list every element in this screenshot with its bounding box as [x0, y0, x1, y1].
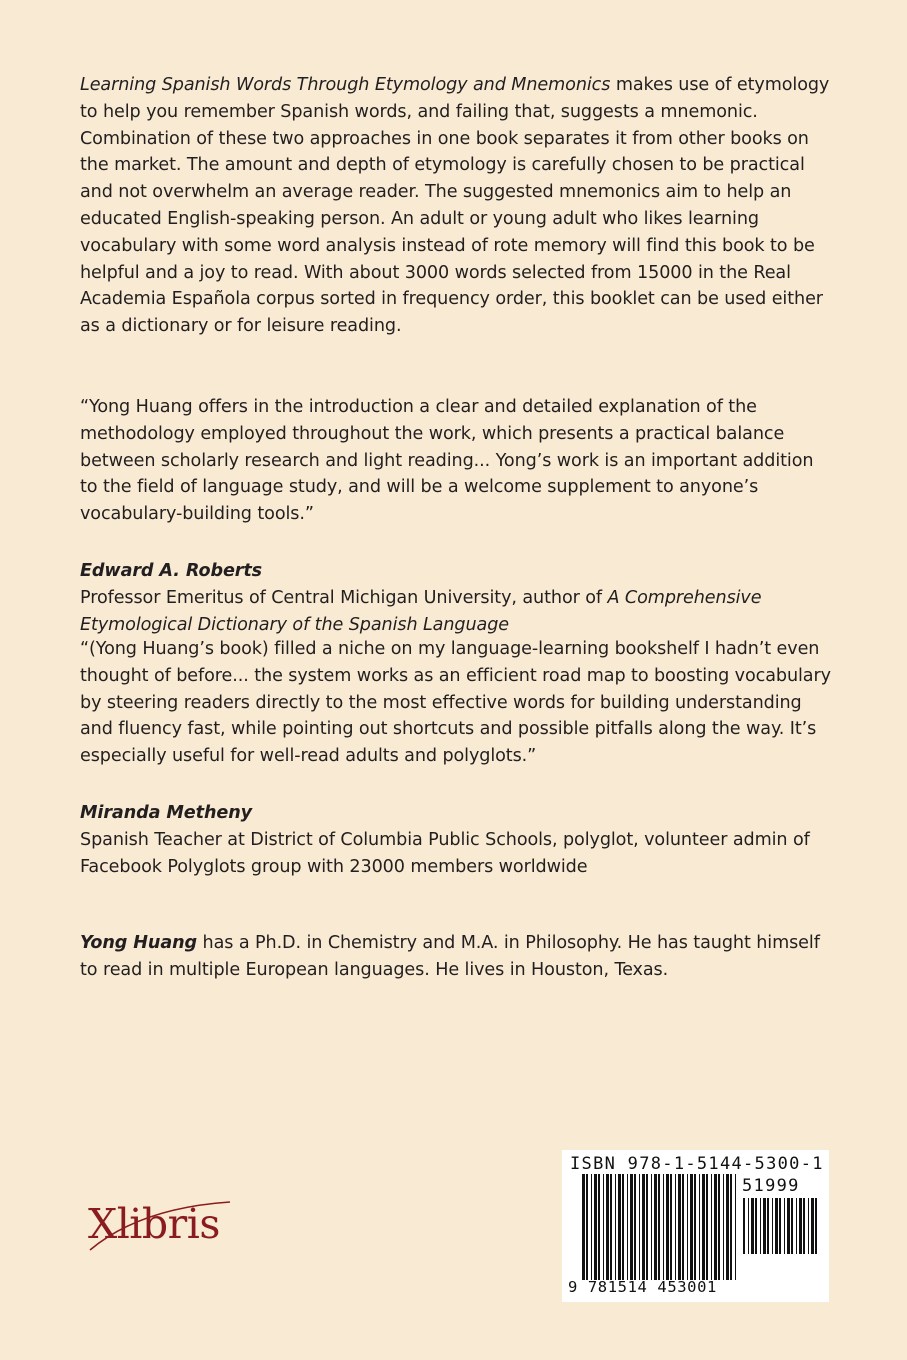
review-roberts: [80, 394, 832, 638]
barcode-bar: [586, 1174, 588, 1280]
barcode-bar: [670, 1174, 672, 1280]
barcode-bar: [687, 1174, 688, 1280]
barcode-bar: [767, 1198, 769, 1254]
addon-barcode-bars: [743, 1198, 821, 1254]
barcode-bar: [796, 1198, 797, 1254]
barcode-bar: [690, 1174, 693, 1280]
barcode-bar: [594, 1174, 597, 1280]
description-text: makes use of etymology to help you remember Spanish words, and failing that, suggests a mnemonic. Combination of these two approaches in one book separates it from other books on the market. The amount and depth of etymology is carefully chosen to be practical and not overwhelm an average reader. The suggested mnemonics aim to help an educated English-speaking person. An adult or young adult who likes learning vocabulary with some word analysis instead of rote memory will find this book to be helpful and a joy to read. With about 3000 words selected from 15000 in the Real Academia Española corpus sorted in frequency order, this booklet can be used either as a dictionary or for leisure reading.: [80, 75, 830, 337]
barcode-bar: [630, 1174, 633, 1280]
isbn-label: ISBN 978-1-5144-5300-1: [570, 1154, 824, 1174]
barcode-bar: [615, 1174, 616, 1280]
barcode-bar: [743, 1198, 745, 1254]
barcode-bar: [751, 1198, 754, 1254]
barcode-bar: [726, 1174, 729, 1280]
barcode-bar: [618, 1174, 621, 1280]
barcode-bars: [582, 1174, 738, 1280]
barcode-bar: [642, 1174, 645, 1280]
review-author-affiliation: Professor Emeritus of Central Michigan University, author of A Comprehensive Etymological Dictionary of the Spanish Language: [80, 587, 762, 635]
barcode-bar: [718, 1174, 720, 1280]
cited-work-title: A Comprehensive Etymological Dictionary of the Spanish Language: [80, 587, 762, 635]
barcode-bar: [675, 1174, 676, 1280]
barcode-bar: [791, 1198, 793, 1254]
barcode-digits: 9 781514 453001: [568, 1278, 717, 1296]
barcode-bar: [748, 1198, 749, 1254]
barcode-bar: [808, 1198, 809, 1254]
barcode-bar: [658, 1174, 660, 1280]
barcode-bar: [634, 1174, 636, 1280]
barcode-bar: [582, 1174, 585, 1280]
barcode-bar: [784, 1198, 785, 1254]
barcode-bar: [639, 1174, 640, 1280]
barcode-bar: [799, 1198, 802, 1254]
review-quote: “Yong Huang offers in the introduction a clear and detailed explanation of the methodology employed throughout the work, which presents a practical balance between scholarly research and light reading... Yong’s work is an important addition to the field of language study, and will be a welcome supplement to anyone’s vocabulary-building tools.”: [80, 397, 814, 525]
review-quote: “(Yong Huang’s book) filled a niche on my language-learning bookshelf I hadn’t even thought of before... the system works as an efficient road map to boosting vocabulary by steering readers directly to the most effective words for building understanding and fluency fast, while pointing out shortcuts and possible pitfalls along the way. It’s especially useful for well-read adults and polyglots.”: [80, 639, 831, 767]
barcode-bar: [803, 1198, 805, 1254]
barcode-bar: [787, 1198, 790, 1254]
barcode-bar: [714, 1174, 717, 1280]
barcode-bar: [706, 1174, 708, 1280]
barcode-bar: [779, 1198, 781, 1254]
barcode-bar: [760, 1198, 761, 1254]
barcode-bar: [666, 1174, 669, 1280]
barcode-bar: [627, 1174, 628, 1280]
barcode-bar: [702, 1174, 705, 1280]
barcode-bar: [598, 1174, 600, 1280]
book-title: Learning Spanish Words Through Etymology and Mnemonics: [80, 75, 611, 95]
barcode-bar: [646, 1174, 648, 1280]
review-author-affiliation: Spanish Teacher at District of Columbia Public Schools, polyglot, volunteer admin of Facebook Polyglots group with 23000 members worldwide: [80, 829, 810, 877]
barcode-bar: [711, 1174, 712, 1280]
barcode-bar: [775, 1198, 778, 1254]
review-metheny: [80, 636, 832, 880]
barcode-bar: [663, 1174, 664, 1280]
barcode-bar: [723, 1174, 724, 1280]
barcode-bar: [763, 1198, 766, 1254]
book-description: [80, 72, 832, 340]
barcode-bar: [603, 1174, 604, 1280]
price-addon-label: 51999: [742, 1176, 800, 1196]
barcode-bar: [699, 1174, 700, 1280]
author-name: Yong Huang: [80, 933, 198, 953]
publisher-logo: Xlibris: [88, 1200, 220, 1248]
barcode-bar: [694, 1174, 696, 1280]
review-author: Edward A. Roberts: [80, 560, 263, 581]
barcode-bar: [651, 1174, 652, 1280]
barcode-bar: [735, 1174, 736, 1280]
bio-text: has a Ph.D. in Chemistry and M.A. in Philosophy. He has taught himself to read in multiple European languages. He lives in Houston, Texas.: [80, 933, 820, 980]
barcode-bar: [682, 1174, 684, 1280]
isbn-barcode: [562, 1150, 829, 1302]
barcode-bar: [815, 1198, 817, 1254]
barcode-bar: [591, 1174, 592, 1280]
author-bio: [80, 930, 832, 984]
barcode-bar: [755, 1198, 757, 1254]
barcode-bar: [654, 1174, 657, 1280]
barcode-bar: [610, 1174, 612, 1280]
review-author: Miranda Metheny: [80, 802, 253, 823]
barcode-bar: [811, 1198, 814, 1254]
barcode-bar: [678, 1174, 681, 1280]
barcode-bar: [772, 1198, 773, 1254]
barcode-bar: [622, 1174, 624, 1280]
barcode-bar: [606, 1174, 609, 1280]
barcode-bar: [730, 1174, 732, 1280]
